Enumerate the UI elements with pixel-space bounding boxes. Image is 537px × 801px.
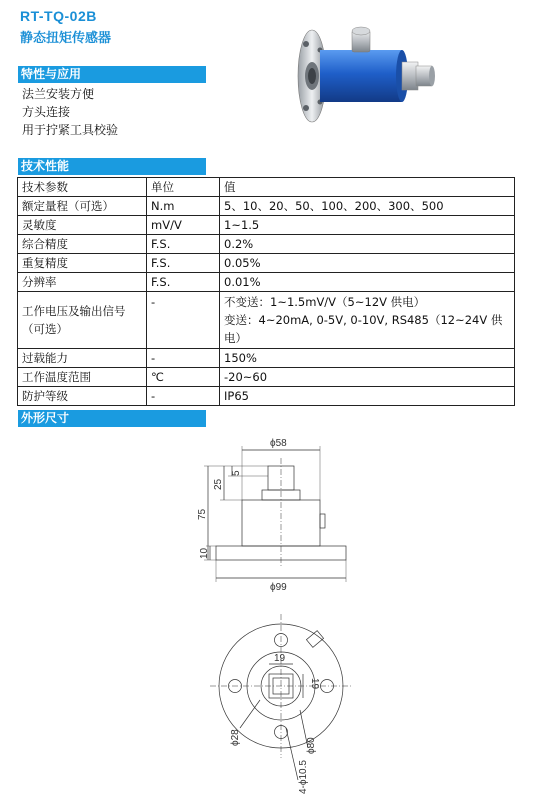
unit-cell: -: [147, 387, 220, 406]
unit-cell: N.m: [147, 197, 220, 216]
product-name: 静态扭矩传感器: [20, 31, 112, 46]
feature-item: 法兰安装方便: [22, 87, 95, 101]
unit-cell: F.S.: [147, 254, 220, 273]
param-cell: 综合精度: [18, 235, 147, 254]
dim-label-d19b: 19: [309, 678, 320, 690]
param-cell: 工作温度范围: [18, 368, 147, 387]
table-row: [18, 273, 515, 292]
table-row: [18, 349, 515, 368]
value-line: 不变送：1~1.5mV/V（5~12V 供电）: [224, 295, 426, 309]
column-header: 值: [220, 178, 515, 197]
unit-cell: F.S.: [147, 273, 220, 292]
value-cell: 0.01%: [220, 273, 515, 292]
specs-section-title: 技术性能: [18, 158, 206, 175]
dim-label-holes: 4-ϕ10.5: [298, 760, 309, 794]
param-cell: 重复精度: [18, 254, 147, 273]
value-cell: 5、10、20、50、100、200、300、500: [220, 197, 515, 216]
value-cell: 150%: [220, 349, 515, 368]
feature-list: [22, 85, 118, 139]
table-row: [18, 387, 515, 406]
dim-label-d28: ϕ28: [230, 729, 241, 746]
sensor-photo: [290, 20, 440, 130]
param-cell: [18, 292, 147, 349]
param-line: 工作电压及输出信号: [22, 304, 126, 318]
feature-item: 用于拧紧工具校验: [22, 123, 119, 137]
dim-label-d10: 10: [199, 547, 210, 559]
unit-cell: -: [147, 292, 220, 349]
column-header: 技术参数: [18, 178, 147, 197]
product-model: RT-TQ-02B: [20, 8, 97, 24]
value-cell: [220, 292, 515, 349]
param-cell: 分辨率: [18, 273, 147, 292]
value-cell: 1~1.5: [220, 216, 515, 235]
value-line: 变送：4~20mA, 0-5V, 0-10V, RS485（12~24V 供电）: [224, 313, 503, 345]
dim-label-d5: 5: [231, 470, 242, 476]
dim-label-d58: ϕ58: [270, 438, 287, 449]
value-cell: -20~60: [220, 368, 515, 387]
table-row-signal: [18, 292, 515, 349]
table-header-row: [18, 178, 515, 197]
dim-label-d99: ϕ99: [270, 582, 287, 593]
table-row: [18, 216, 515, 235]
spec-table: [17, 177, 515, 406]
features-section-title: 特性与应用: [18, 66, 206, 83]
param-cell: 过载能力: [18, 349, 147, 368]
table-row: [18, 254, 515, 273]
dim-label-d25: 25: [213, 478, 224, 490]
param-cell: 防护等级: [18, 387, 147, 406]
table-row: [18, 235, 515, 254]
param-line: （可选）: [22, 322, 68, 336]
connector-stub: [320, 514, 325, 528]
unit-cell: F.S.: [147, 235, 220, 254]
column-header: 单位: [147, 178, 220, 197]
dimension-drawing: [180, 428, 370, 798]
param-cell: 额定量程（可选）: [18, 197, 147, 216]
unit-cell: mV/V: [147, 216, 220, 235]
dimensions-section-title: 外形尺寸: [18, 410, 206, 427]
dim-label-d19a: 19: [274, 653, 286, 664]
value-cell: 0.05%: [220, 254, 515, 273]
param-cell: 灵敏度: [18, 216, 147, 235]
feature-item: 方头连接: [22, 105, 71, 119]
unit-cell: ℃: [147, 368, 220, 387]
unit-cell: -: [147, 349, 220, 368]
dim-label-d75: 75: [197, 508, 208, 520]
table-row: [18, 368, 515, 387]
value-cell: IP65: [220, 387, 515, 406]
dim-label-d80: ϕ80: [306, 737, 317, 754]
value-cell: 0.2%: [220, 235, 515, 254]
table-row: [18, 197, 515, 216]
